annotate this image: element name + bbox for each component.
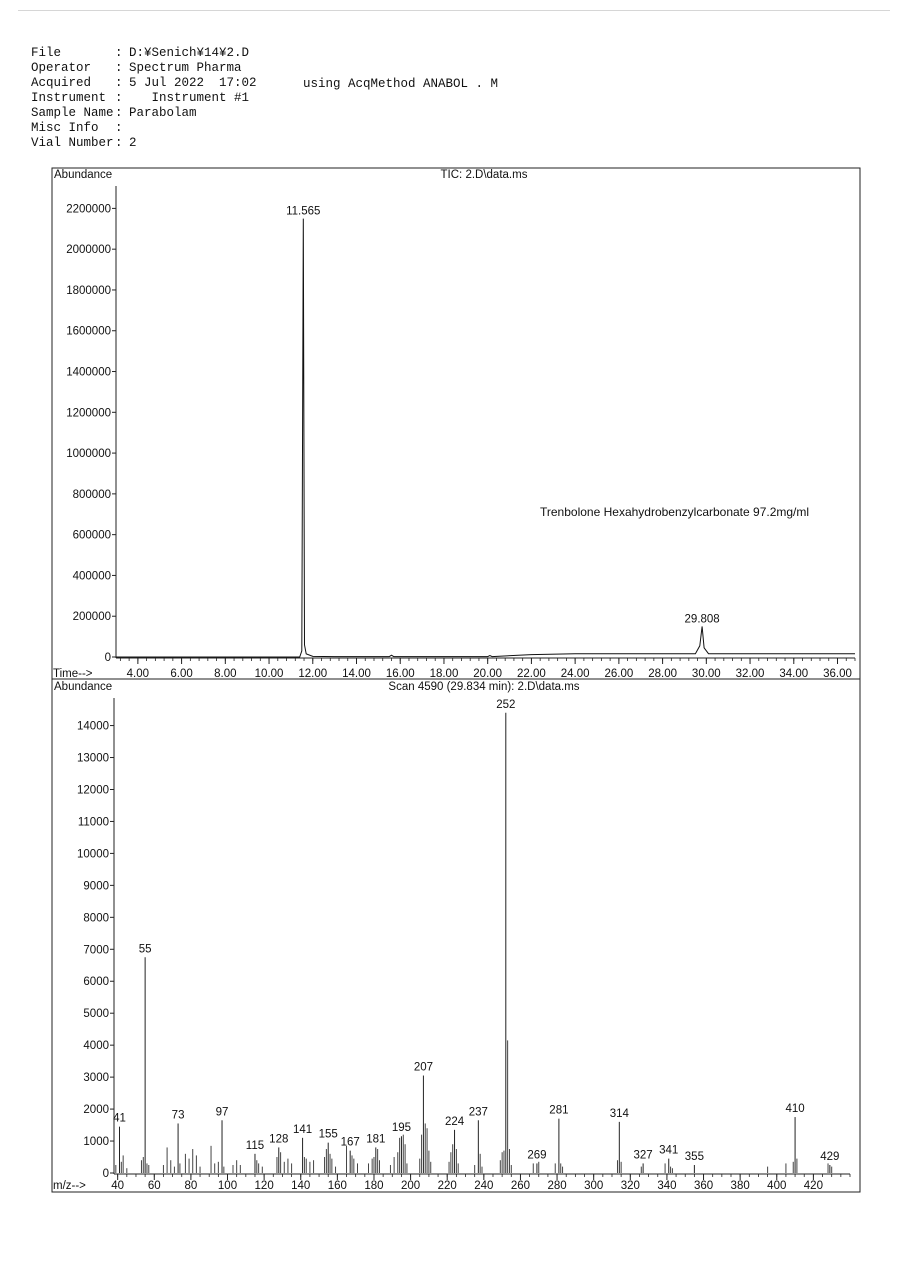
tic-x-tick-label: 30.00 xyxy=(691,668,721,680)
ms-peak-label: 341 xyxy=(659,1144,679,1157)
header-sep: : xyxy=(115,136,123,150)
header-sep: : xyxy=(115,76,123,90)
tic-y-tick-label: 600000 xyxy=(72,529,111,542)
ms-x-tick-label: 220 xyxy=(437,1180,457,1192)
ms-x-tick-label: 260 xyxy=(510,1180,531,1192)
tic-y-tick-label: 2200000 xyxy=(66,203,111,216)
ms-x-tick-label: 340 xyxy=(657,1180,677,1192)
ms-peak-label: 128 xyxy=(269,1133,289,1146)
mass-spectrum-chart xyxy=(52,679,860,1192)
header-sep: : xyxy=(115,46,123,60)
tic-x-tick-label: 8.00 xyxy=(214,668,237,680)
tic-peak-label: 29.808 xyxy=(684,613,720,626)
ms-title: Scan 4590 (29.834 min): 2.D\data.ms xyxy=(388,681,580,693)
ms-y-tick-label: 1000 xyxy=(83,1136,109,1149)
ms-peak-label: 207 xyxy=(413,1061,434,1074)
ms-peak-label: 237 xyxy=(468,1106,488,1119)
tic-y-tick-label: 1200000 xyxy=(66,407,111,420)
ms-peak-label: 355 xyxy=(684,1151,704,1164)
tic-y-tick-label: 1400000 xyxy=(66,366,111,379)
ms-y-tick-label: 5000 xyxy=(83,1008,109,1021)
ms-peak-label: 97 xyxy=(215,1106,229,1119)
ms-x-tick-label: 300 xyxy=(584,1180,604,1192)
ms-peak-label: 155 xyxy=(318,1128,338,1141)
header-key: Misc Info xyxy=(31,121,99,135)
header-sep: : xyxy=(115,61,123,75)
ms-x-tick-label: 60 xyxy=(147,1180,161,1192)
tic-x-tick-label: 4.00 xyxy=(126,668,150,680)
header-value: Instrument #1 xyxy=(129,91,250,105)
tic-y-tick-label: 200000 xyxy=(72,611,111,624)
tic-chart xyxy=(52,168,860,680)
compound-annotation: Trenbolone Hexahydrobenzylcarbonate 97.2mg/ml xyxy=(540,505,810,519)
ms-y-tick-label: 10000 xyxy=(77,848,109,861)
tic-peak-label: 11.565 xyxy=(286,205,321,218)
ms-x-tick-label: 360 xyxy=(693,1180,714,1192)
ms-peak-label: 281 xyxy=(549,1104,569,1117)
header-key: Operator xyxy=(31,61,92,75)
tic-y-tick-label: 1800000 xyxy=(66,284,111,297)
ms-x-tick-label: 400 xyxy=(767,1180,787,1192)
ms-x-tick-label: 420 xyxy=(803,1180,823,1192)
header-sep: : xyxy=(115,91,123,105)
ms-x-tick-label: 160 xyxy=(327,1180,347,1192)
ms-peak-label: 429 xyxy=(820,1151,840,1164)
ms-x-tick-label: 140 xyxy=(291,1180,311,1192)
tic-x-tick-label: 22.00 xyxy=(517,668,546,680)
header-value: Parabolam xyxy=(129,106,197,120)
ms-y-tick-label: 7000 xyxy=(83,944,109,957)
header-key: Sample Name xyxy=(31,106,114,120)
ms-y-tick-label: 12000 xyxy=(77,784,109,797)
tic-x-tick-label: 34.00 xyxy=(779,668,809,680)
tic-x-tick-label: 10.00 xyxy=(254,668,284,680)
ms-peak-label: 327 xyxy=(633,1149,653,1162)
ms-peak-label: 224 xyxy=(444,1115,465,1128)
tic-x-axis-label: Time--> xyxy=(53,668,93,680)
tic-y-tick-label: 2000000 xyxy=(66,244,111,257)
ms-y-axis-label: Abundance xyxy=(54,681,113,693)
header-key: File xyxy=(31,46,62,60)
tic-frame xyxy=(52,168,860,679)
ms-y-tick-label: 2000 xyxy=(83,1104,109,1117)
acq-method-text: using AcqMethod ANABOL . M xyxy=(303,77,499,91)
ms-peak-label: 73 xyxy=(171,1109,185,1122)
ms-peak-label: 314 xyxy=(609,1107,629,1120)
tic-x-tick-label: 36.00 xyxy=(823,668,852,680)
header-key: Acquired xyxy=(31,76,92,90)
header-sep: : xyxy=(115,106,123,120)
ms-y-tick-label: 8000 xyxy=(83,912,109,925)
ms-y-tick-label: 4000 xyxy=(83,1040,109,1053)
header-value: 2 xyxy=(129,136,137,150)
ms-peak-label: 141 xyxy=(292,1123,313,1136)
ms-x-tick-label: 80 xyxy=(184,1180,198,1192)
ms-x-tick-label: 320 xyxy=(620,1180,640,1192)
ms-peak-label: 167 xyxy=(340,1136,360,1149)
ms-x-tick-label: 40 xyxy=(111,1180,125,1192)
ms-peak-label: 41 xyxy=(113,1112,126,1125)
tic-x-tick-label: 26.00 xyxy=(604,668,634,680)
header-key: Vial Number xyxy=(31,136,114,150)
ms-peak-label: 115 xyxy=(245,1139,265,1152)
tic-y-tick-label: 0 xyxy=(104,652,111,664)
tic-x-tick-label: 24.00 xyxy=(560,668,590,680)
ms-x-axis-label: m/z--> xyxy=(53,1180,86,1192)
ms-peak-label: 195 xyxy=(391,1122,412,1135)
ms-peak-label: 55 xyxy=(138,943,152,956)
tic-x-tick-label: 16.00 xyxy=(385,668,415,680)
ms-x-tick-label: 120 xyxy=(254,1180,274,1192)
ms-x-tick-label: 280 xyxy=(547,1180,567,1192)
tic-y-tick-label: 400000 xyxy=(72,570,111,583)
ms-y-tick-label: 11000 xyxy=(77,816,109,829)
tic-x-tick-label: 12.00 xyxy=(298,668,328,680)
ms-y-tick-label: 6000 xyxy=(83,976,109,989)
ms-y-tick-label: 9000 xyxy=(83,880,109,893)
tic-y-tick-label: 1000000 xyxy=(66,448,111,461)
tic-x-tick-label: 6.00 xyxy=(170,668,193,680)
ms-x-tick-label: 100 xyxy=(217,1180,238,1192)
ms-peak-label: 269 xyxy=(527,1149,547,1162)
ms-peak-label: 410 xyxy=(785,1103,805,1116)
ms-y-tick-label: 0 xyxy=(102,1168,109,1180)
tic-x-tick-label: 18.00 xyxy=(429,668,459,680)
ms-x-tick-label: 200 xyxy=(401,1180,421,1192)
ms-x-tick-label: 180 xyxy=(364,1180,384,1192)
tic-y-tick-label: 800000 xyxy=(72,488,111,501)
header-value: Spectrum Pharma xyxy=(129,61,242,75)
tic-y-axis-label: Abundance xyxy=(54,169,113,181)
tic-y-tick-label: 1600000 xyxy=(66,325,111,338)
tic-x-tick-label: 14.00 xyxy=(342,668,371,680)
tic-x-tick-label: 20.00 xyxy=(473,668,503,680)
header-key: Instrument xyxy=(31,91,107,105)
ms-x-tick-label: 240 xyxy=(474,1180,494,1192)
header-value: 5 Jul 2022 17:02 xyxy=(129,76,257,90)
header-sep: : xyxy=(115,121,123,135)
tic-trace xyxy=(116,219,855,657)
ms-y-tick-label: 3000 xyxy=(83,1072,109,1085)
ms-y-tick-label: 14000 xyxy=(77,720,109,733)
tic-x-tick-label: 28.00 xyxy=(648,668,677,680)
ms-peak-label: 252 xyxy=(496,698,516,711)
ms-x-tick-label: 380 xyxy=(730,1180,750,1192)
tic-title: TIC: 2.D\data.ms xyxy=(440,169,528,181)
ms-y-tick-label: 13000 xyxy=(77,752,109,765)
header-value: D:¥Senich¥14¥2.D xyxy=(129,46,250,60)
ms-peak-label: 181 xyxy=(366,1133,386,1146)
tic-x-tick-label: 32.00 xyxy=(735,668,765,680)
